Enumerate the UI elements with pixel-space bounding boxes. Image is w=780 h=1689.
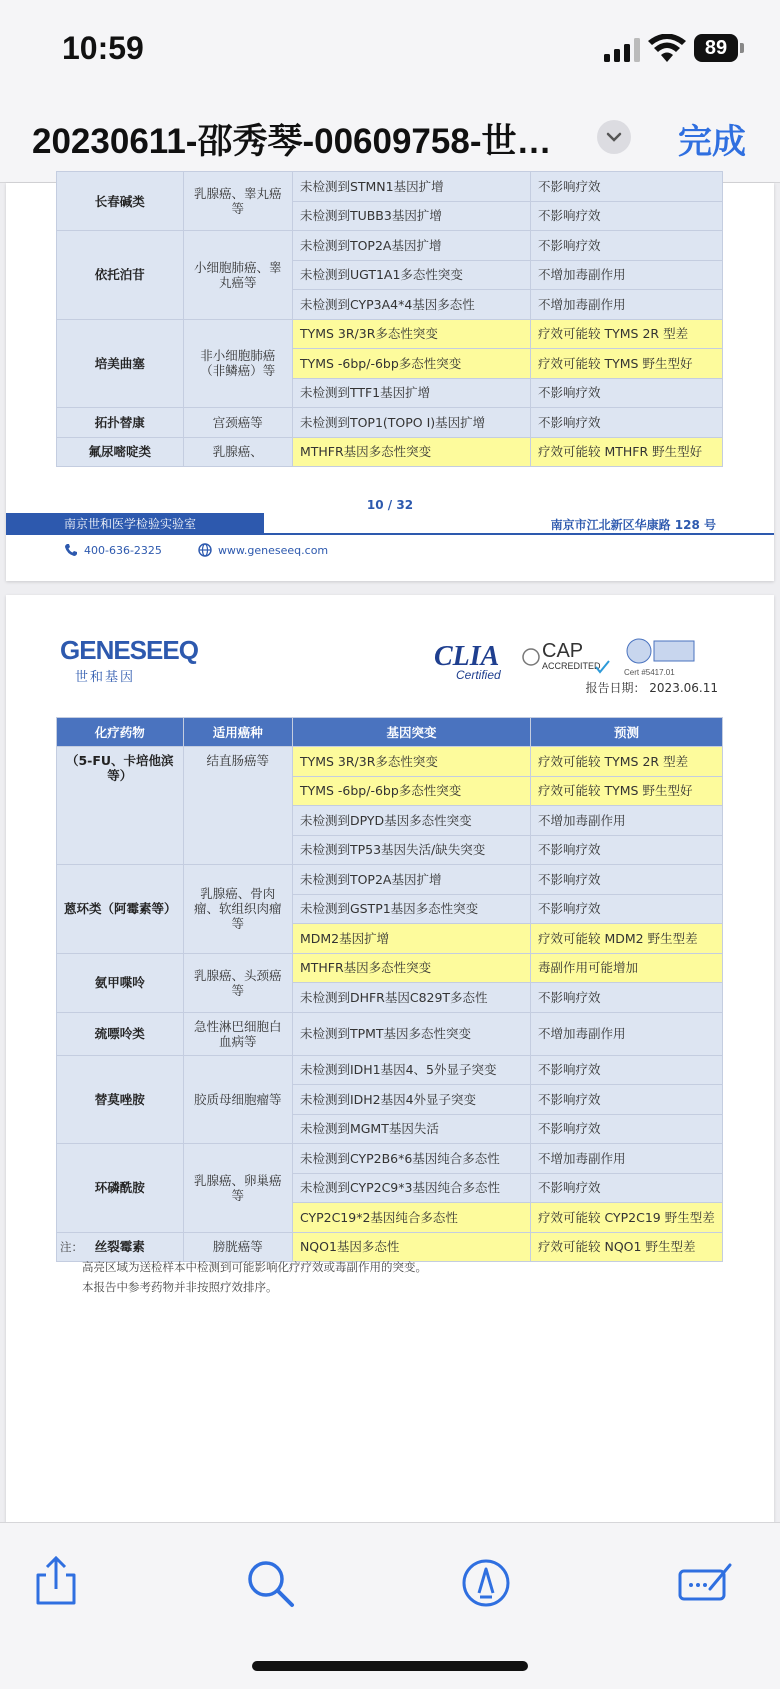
gene-mutation: 未检测到IDH1基因4、5外显子突变 [292,1055,530,1085]
prediction: 不影响疗效 [531,1173,723,1203]
wifi-icon [648,34,686,64]
prediction: 不影响疗效 [531,231,723,261]
drug-name: 依托泊苷 [57,231,184,320]
prediction: 不影响疗效 [531,835,723,865]
website-link[interactable]: www.geneseeq.com [217,543,329,557]
drug-name: 氨甲喋呤 [57,953,184,1012]
gene-mutation: 未检测到TOP2A基因扩增 [292,231,530,261]
gene-mutation: CYP2C19*2基因纯合多态性 [292,1203,530,1233]
table-row [57,437,723,467]
cert-number: Cert #5417.01 [624,668,675,677]
status-bar [0,0,780,100]
status-time: 10:59 [62,30,144,66]
prediction: 不影响疗效 [531,1114,723,1144]
gene-mutation: 未检测到TTF1基因扩增 [292,378,530,408]
globe-icon [198,543,212,557]
gene-mutation: 未检测到GSTP1基因多态性突变 [292,894,530,924]
prediction: 不影响疗效 [531,378,723,408]
document-title[interactable]: 20230611-邵秀琴-00609758-世… [32,122,552,161]
cap-sub: ACCREDITED [542,661,601,671]
gene-mutation: TYMS -6bp/-6bp多态性突变 [292,776,530,806]
ilac-badge-icon [654,641,694,661]
sign-icon[interactable] [676,1553,736,1613]
prediction: 疗效可能较 TYMS 2R 型差 [531,319,723,349]
prediction: 疗效可能较 CYP2C19 野生型差 [531,1203,723,1233]
cancer-type: 乳腺癌、卵巢癌等 [183,1144,292,1233]
gene-mutation: MTHFR基因多态性突变 [292,953,530,983]
lab-address: 南京市江北新区华康路 128 号 [550,518,716,532]
cancer-type: 结直肠癌等 [183,747,292,865]
cancer-type: 乳腺癌、睾丸癌等 [183,172,292,231]
pdf-page-10 [6,178,774,581]
pdf-page-11 [6,595,774,1523]
table-row [57,172,723,202]
geneseeq-logo [60,635,198,685]
gene-mutation: 未检测到TOP1(TOPO I)基因扩增 [292,408,530,438]
drug-name: 氟尿嘧啶类 [57,437,184,467]
page-footer [6,513,774,535]
column-header: 预测 [531,718,723,747]
gene-mutation: 未检测到TPMT基因多态性突变 [292,1012,530,1055]
prediction: 不影响疗效 [531,1085,723,1115]
prediction: 不增加毒副作用 [531,260,723,290]
cancer-type: 非小细胞肺癌（非鳞癌）等 [183,319,292,408]
prediction: 疗效可能较 TYMS 野生型好 [531,776,723,806]
page-number: 10 / 32 [366,498,414,512]
cancer-type: 乳腺癌、骨肉瘤、软组织肉瘤等 [183,865,292,954]
contact-info [64,543,328,557]
cancer-type: 乳腺癌、 [183,437,292,467]
title-menu-button[interactable] [597,120,631,154]
chemo-table-page11 [56,717,723,1262]
logo-subtext: 世和基因 [74,670,135,685]
gene-mutation: 未检测到TUBB3基因扩增 [292,201,530,231]
bottom-toolbar [0,1522,780,1689]
gene-mutation: 未检测到MGMT基因失活 [292,1114,530,1144]
note-highlight: 高亮区域为送检样本中检测到可能影响化疗疗效或毒副作用的突变。 [82,1260,427,1274]
table-row [57,231,723,261]
prediction: 疗效可能较 NQO1 野生型差 [531,1232,723,1262]
prediction: 不影响疗效 [531,865,723,895]
prediction: 疗效可能较 TYMS 野生型好 [531,349,723,379]
battery-tip [740,43,744,53]
battery-icon: 89 [694,34,738,62]
prediction: 不增加毒副作用 [531,806,723,836]
gene-mutation: 未检测到STMN1基因扩增 [292,172,530,202]
prediction: 不增加毒副作用 [531,1012,723,1055]
table-row [57,408,723,438]
prediction: 不影响疗效 [531,894,723,924]
cancer-type: 膀胱癌等 [183,1232,292,1262]
drug-name: 培美曲塞 [57,319,184,408]
drug-name: 巯嘌呤类 [57,1012,184,1055]
gene-mutation: 未检测到DPYD基因多态性突变 [292,806,530,836]
gene-mutation: 未检测到UGT1A1多态性突变 [292,260,530,290]
table-row [57,865,723,895]
chemo-table-page10 [56,171,723,467]
gene-mutation: 未检测到CYP2C9*3基因纯合多态性 [292,1173,530,1203]
cancer-type: 宫颈癌等 [183,408,292,438]
share-icon[interactable] [26,1553,86,1613]
gene-mutation: NQO1基因多态性 [292,1232,530,1262]
home-indicator[interactable] [252,1661,528,1671]
column-header: 化疗药物 [57,718,184,747]
search-icon[interactable] [240,1553,300,1613]
cancer-type: 胶质母细胞瘤等 [183,1055,292,1144]
cancer-type: 小细胞肺癌、睾丸癌等 [183,231,292,320]
note-order: 本报告中参考药物并非按照疗效排序。 [82,1280,278,1294]
clia-logo: CLIA [434,641,500,672]
prediction: 疗效可能较 TYMS 2R 型差 [531,747,723,777]
table-header-row [57,718,723,747]
gene-mutation: 未检测到TP53基因失活/缺失突变 [292,835,530,865]
phone-icon [64,543,78,557]
prediction: 不影响疗效 [531,1055,723,1085]
drug-name: 蒽环类（阿霉素等） [57,865,184,954]
cancer-type: 乳腺癌、头颈癌等 [183,953,292,1012]
prediction: 不增加毒副作用 [531,1144,723,1174]
column-header: 基因突变 [292,718,530,747]
gene-mutation: 未检测到CYP3A4*4基因多态性 [292,290,530,320]
drug-name: 拓扑替康 [57,408,184,438]
table-row [57,1055,723,1085]
table-row [57,747,723,777]
gene-mutation: TYMS 3R/3R多态性突变 [292,319,530,349]
gene-mutation: TYMS -6bp/-6bp多态性突变 [292,349,530,379]
gene-mutation: 未检测到TOP2A基因扩增 [292,865,530,895]
cellular-signal-icon [604,38,644,62]
prediction: 疗效可能较 MDM2 野生型差 [531,924,723,954]
table-row [57,953,723,983]
prediction: 不影响疗效 [531,201,723,231]
table-row [57,319,723,349]
gene-mutation: 未检测到CYP2B6*6基因纯合多态性 [292,1144,530,1174]
gene-mutation: MDM2基因扩增 [292,924,530,954]
notes-label: 注： [60,1240,83,1254]
clia-sub: Certified [456,668,501,682]
logo-text: GENESEEQ [60,635,198,665]
chevron-down-icon [606,132,622,142]
lab-name: 南京世和医学检验实验室 [6,513,264,535]
drug-name: 环磷酰胺 [57,1144,184,1233]
prediction: 不影响疗效 [531,172,723,202]
column-header: 适用癌种 [183,718,292,747]
prediction: 毒副作用可能增加 [531,953,723,983]
table-row [57,1012,723,1055]
prediction: 不影响疗效 [531,983,723,1013]
cap-seal-icon [523,649,539,665]
prediction: 不影响疗效 [531,408,723,438]
phone-number: 400-636-2325 [84,543,162,557]
table-row [57,1144,723,1174]
markup-icon[interactable] [456,1553,516,1613]
iso-badge-icon [627,639,651,663]
done-button[interactable]: 完成 [678,123,746,161]
prediction: 疗效可能较 MTHFR 野生型好 [531,437,723,467]
drug-name: 长春碱类 [57,172,184,231]
footer-line [264,533,774,535]
prediction: 不增加毒副作用 [531,290,723,320]
gene-mutation: TYMS 3R/3R多态性突变 [292,747,530,777]
cancer-type: 急性淋巴细胞白血病等 [183,1012,292,1055]
cap-logo: CAP [542,640,584,662]
report-date: 报告日期： 2023.06.11 [585,681,718,695]
gene-mutation: MTHFR基因多态性突变 [292,437,530,467]
gene-mutation: 未检测到IDH2基因4外显子突变 [292,1085,530,1115]
gene-mutation: 未检测到DHFR基因C829T多态性 [292,983,530,1013]
certification-logos [434,633,724,683]
report-notes [60,1237,427,1297]
drug-name: 丝裂霉素 [57,1232,184,1262]
drug-name: 替莫唑胺 [57,1055,184,1144]
drug-name: （5-FU、卡培他滨等） [57,747,184,865]
